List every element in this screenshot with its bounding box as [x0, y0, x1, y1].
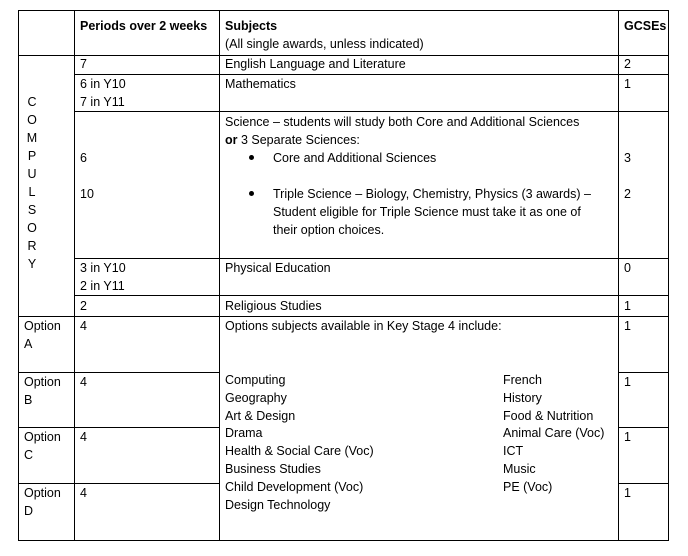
- option-d-gcses: 1: [624, 486, 631, 500]
- option-subject-right: ICT: [503, 444, 524, 458]
- science-triple-line1: Triple Science – Biology, Chemistry, Physics (3 awards) –: [273, 187, 591, 201]
- header-periods: Periods over 2 weeks: [80, 19, 208, 33]
- header-gcses: GCSEs: [624, 19, 667, 33]
- option-c-periods: 4: [80, 430, 87, 444]
- english-gcses: 2: [624, 57, 631, 71]
- table-border-top: [18, 10, 669, 11]
- rs-periods: 2: [80, 299, 87, 313]
- option-c-letter: C: [24, 448, 34, 462]
- science-triple-periods: 10: [80, 187, 94, 201]
- science-intro-line1: Science – students will study both Core and Additional Sciences: [225, 115, 580, 129]
- rs-subject: Religious Studies: [225, 299, 322, 313]
- english-subject: English Language and Literature: [225, 57, 406, 71]
- pe-periods-y11: 2 in Y11: [80, 279, 125, 293]
- science-intro-line2: [225, 131, 360, 149]
- maths-periods-y11: 7 in Y11: [80, 95, 125, 109]
- option-subject-left: Geography: [225, 391, 287, 405]
- maths-subject: Mathematics: [225, 77, 296, 91]
- table-divider-col1: [74, 10, 75, 541]
- option-b-word: Option: [24, 375, 61, 389]
- row-line-english: [74, 74, 669, 75]
- option-subject-left: Health & Social Care (Voc): [225, 444, 374, 458]
- table-border-left: [18, 10, 19, 541]
- compulsory-vertical-label: C O M P U L S O R Y: [26, 95, 38, 271]
- option-subject-right: French: [503, 373, 542, 387]
- option-subject-left: Child Development (Voc): [225, 480, 364, 494]
- option-a-gcses: 1: [624, 319, 631, 333]
- option-d-word: Option: [24, 486, 61, 500]
- option-c-word: Option: [24, 430, 61, 444]
- rs-gcses: 1: [624, 299, 631, 313]
- options-intro: Options subjects available in Key Stage 4 include:: [225, 319, 502, 333]
- option-subject-left: Business Studies: [225, 462, 321, 476]
- science-triple-line2: Student eligible for Triple Science must take it as one of: [273, 205, 581, 219]
- option-a-word: Option: [24, 319, 61, 333]
- option-b-gcses: 1: [624, 375, 631, 389]
- bullet-icon: [249, 191, 254, 196]
- option-a-periods: 4: [80, 319, 87, 333]
- science-core-periods: 6: [80, 151, 87, 165]
- science-core-subject: Core and Additional Sciences: [273, 151, 437, 165]
- option-a-letter: A: [24, 337, 33, 351]
- option-d-periods: 4: [80, 486, 87, 500]
- row-line-science: [74, 258, 669, 259]
- pe-subject: Physical Education: [225, 261, 331, 275]
- science-or: or: [225, 133, 238, 147]
- maths-periods-y10: 6 in Y10: [80, 77, 126, 91]
- option-subject-left: Drama: [225, 426, 263, 440]
- english-periods: 7: [80, 57, 87, 71]
- bullet-icon: [249, 155, 254, 160]
- option-b-letter: B: [24, 393, 33, 407]
- row-line-maths: [74, 111, 669, 112]
- option-c-gcses: 1: [624, 430, 631, 444]
- option-subject-left: Art & Design: [225, 409, 296, 423]
- pe-periods-y10: 3 in Y10: [80, 261, 126, 275]
- option-subject-right: Animal Care (Voc): [503, 426, 605, 440]
- pe-gcses: 0: [624, 261, 631, 275]
- row-line-pe: [74, 295, 669, 296]
- table-divider-col2: [219, 10, 220, 541]
- option-b-periods: 4: [80, 375, 87, 389]
- science-core-gcses: 3: [624, 151, 631, 165]
- option-subject-right: History: [503, 391, 542, 405]
- option-subject-right: Food & Nutrition: [503, 409, 594, 423]
- table-border-bottom: [18, 540, 669, 541]
- header-subjects-note: (All single awards, unless indicated): [225, 37, 424, 51]
- header-subjects: Subjects: [225, 19, 278, 33]
- table-border-right: [668, 10, 669, 541]
- maths-gcses: 1: [624, 77, 631, 91]
- option-subject-left: Computing: [225, 373, 286, 387]
- option-subject-right: PE (Voc): [503, 480, 553, 494]
- science-intro-rest: 3 Separate Sciences:: [237, 133, 360, 147]
- option-subject-left: Design Technology: [225, 498, 331, 512]
- option-d-letter: D: [24, 504, 34, 518]
- science-triple-line3: their option choices.: [273, 223, 385, 237]
- science-triple-gcses: 2: [624, 187, 631, 201]
- table-divider-col3: [618, 10, 619, 541]
- option-subject-right: Music: [503, 462, 536, 476]
